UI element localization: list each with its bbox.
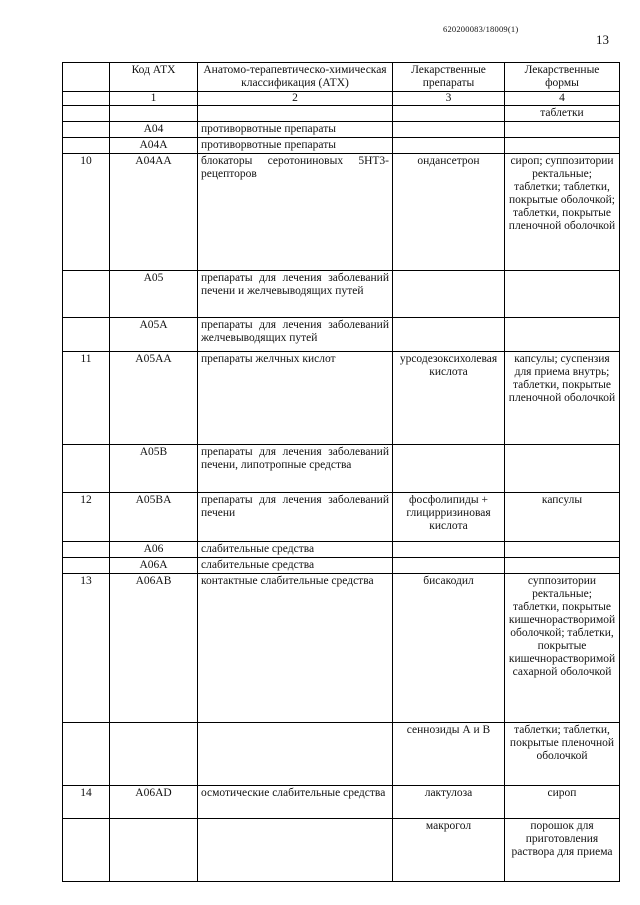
drug-name — [393, 271, 505, 318]
header-drugs: Лекарственные препараты — [393, 63, 505, 92]
table-row — [63, 352, 620, 445]
classification — [198, 106, 393, 122]
dosage-forms: таблетки; таблетки, покрытые пленочной оболочкой — [505, 723, 620, 786]
table-row — [63, 122, 620, 138]
atx-code: A06AD — [110, 786, 198, 819]
row-number — [63, 122, 110, 138]
dosage-forms — [505, 138, 620, 154]
table-row — [63, 723, 620, 786]
classification: противорвотные препараты — [198, 138, 393, 154]
row-number — [63, 271, 110, 318]
classification: слабительные средства — [198, 542, 393, 558]
row-number: 11 — [63, 352, 110, 445]
classification: препараты для лечения заболеваний печени и желчевыводящих путей — [198, 271, 393, 318]
table-row — [63, 786, 620, 819]
header-row — [63, 63, 620, 92]
dosage-forms — [505, 318, 620, 352]
dosage-forms — [505, 558, 620, 574]
table-row — [63, 106, 620, 122]
classification — [198, 723, 393, 786]
document-id: 620200083/18009(1) — [443, 24, 519, 34]
table-row — [63, 318, 620, 352]
atx-code: A05B — [110, 445, 198, 493]
table-row — [63, 574, 620, 723]
drug-name: бисакодил — [393, 574, 505, 723]
drug-name — [393, 318, 505, 352]
drug-name: макрогол — [393, 819, 505, 882]
atx-code — [110, 723, 198, 786]
atx-code: A05AA — [110, 352, 198, 445]
drug-name — [393, 445, 505, 493]
drug-name: сеннозиды А и В — [393, 723, 505, 786]
atx-code: A04A — [110, 138, 198, 154]
header-dosage-forms: Лекарственные формы — [505, 63, 620, 92]
table-row — [63, 154, 620, 271]
dosage-forms — [505, 445, 620, 493]
table-row — [63, 558, 620, 574]
drug-name — [393, 138, 505, 154]
header-atx-code: Код АТХ — [110, 63, 198, 92]
dosage-forms: суппозитории ректальные; таблетки, покрытые кишечнорастворимой оболочкой; таблетки, покрытые кишечнорастворимой сахарной оболочкой — [505, 574, 620, 723]
drug-name: лактулоза — [393, 786, 505, 819]
column-index: 1 — [110, 92, 198, 106]
row-number — [63, 318, 110, 352]
drug-name: ондансетрон — [393, 154, 505, 271]
drug-name — [393, 558, 505, 574]
column-index: 3 — [393, 92, 505, 106]
row-number: 12 — [63, 493, 110, 542]
atx-code: A05A — [110, 318, 198, 352]
atx-code: A04 — [110, 122, 198, 138]
atx-code: A06A — [110, 558, 198, 574]
classification: препараты желчных кислот — [198, 352, 393, 445]
dosage-forms: порошок для приготовления раствора для приема — [505, 819, 620, 882]
dosage-forms — [505, 542, 620, 558]
dosage-forms: таблетки — [505, 106, 620, 122]
table-row — [63, 138, 620, 154]
row-number — [63, 819, 110, 882]
dosage-forms: сироп; суппозитории ректальные; таблетки; таблетки, покрытые оболочкой; таблетки, покрытые пленочной оболочкой — [505, 154, 620, 271]
classification: препараты для лечения заболеваний печени — [198, 493, 393, 542]
classification — [198, 819, 393, 882]
table-row — [63, 819, 620, 882]
classification: слабительные средства — [198, 558, 393, 574]
atx-code — [110, 106, 198, 122]
dosage-forms — [505, 271, 620, 318]
header-number — [63, 63, 110, 92]
atx-code: A04AA — [110, 154, 198, 271]
row-number: 13 — [63, 574, 110, 723]
drug-name: урсодезоксихолевая кислота — [393, 352, 505, 445]
column-index: 2 — [198, 92, 393, 106]
row-number — [63, 558, 110, 574]
drug-name — [393, 542, 505, 558]
atx-table — [62, 62, 620, 882]
column-index — [63, 92, 110, 106]
classification: контактные слабительные средства — [198, 574, 393, 723]
row-number — [63, 138, 110, 154]
dosage-forms: капсулы — [505, 493, 620, 542]
row-number — [63, 542, 110, 558]
row-number: 10 — [63, 154, 110, 271]
column-index-row — [63, 92, 620, 106]
classification: препараты для лечения заболеваний печени, липотропные средства — [198, 445, 393, 493]
column-index: 4 — [505, 92, 620, 106]
table-row — [63, 542, 620, 558]
classification: осмотические слабительные средства — [198, 786, 393, 819]
atx-code: A05 — [110, 271, 198, 318]
row-number: 14 — [63, 786, 110, 819]
drug-name — [393, 122, 505, 138]
atx-code: A06 — [110, 542, 198, 558]
classification: препараты для лечения заболеваний желчевыводящих путей — [198, 318, 393, 352]
row-number — [63, 723, 110, 786]
drug-name — [393, 106, 505, 122]
atx-code — [110, 819, 198, 882]
table-row — [63, 271, 620, 318]
dosage-forms: капсулы; суспензия для приема внутрь; таблетки, покрытые пленочной оболочкой — [505, 352, 620, 445]
row-number — [63, 445, 110, 493]
table-row — [63, 493, 620, 542]
row-number — [63, 106, 110, 122]
dosage-forms: сироп — [505, 786, 620, 819]
table-body — [63, 106, 620, 882]
classification: блокаторы серотониновых 5НТ3-рецепторов — [198, 154, 393, 271]
header-classification: Анатомо-терапевтическо-химическая классификация (АТХ) — [198, 63, 393, 92]
table-row — [63, 445, 620, 493]
dosage-forms — [505, 122, 620, 138]
drug-name: фосфолипиды + глицирризиновая кислота — [393, 493, 505, 542]
classification: противорвотные препараты — [198, 122, 393, 138]
atx-code: A06AB — [110, 574, 198, 723]
atx-code: A05BA — [110, 493, 198, 542]
page-number: 13 — [596, 32, 609, 47]
